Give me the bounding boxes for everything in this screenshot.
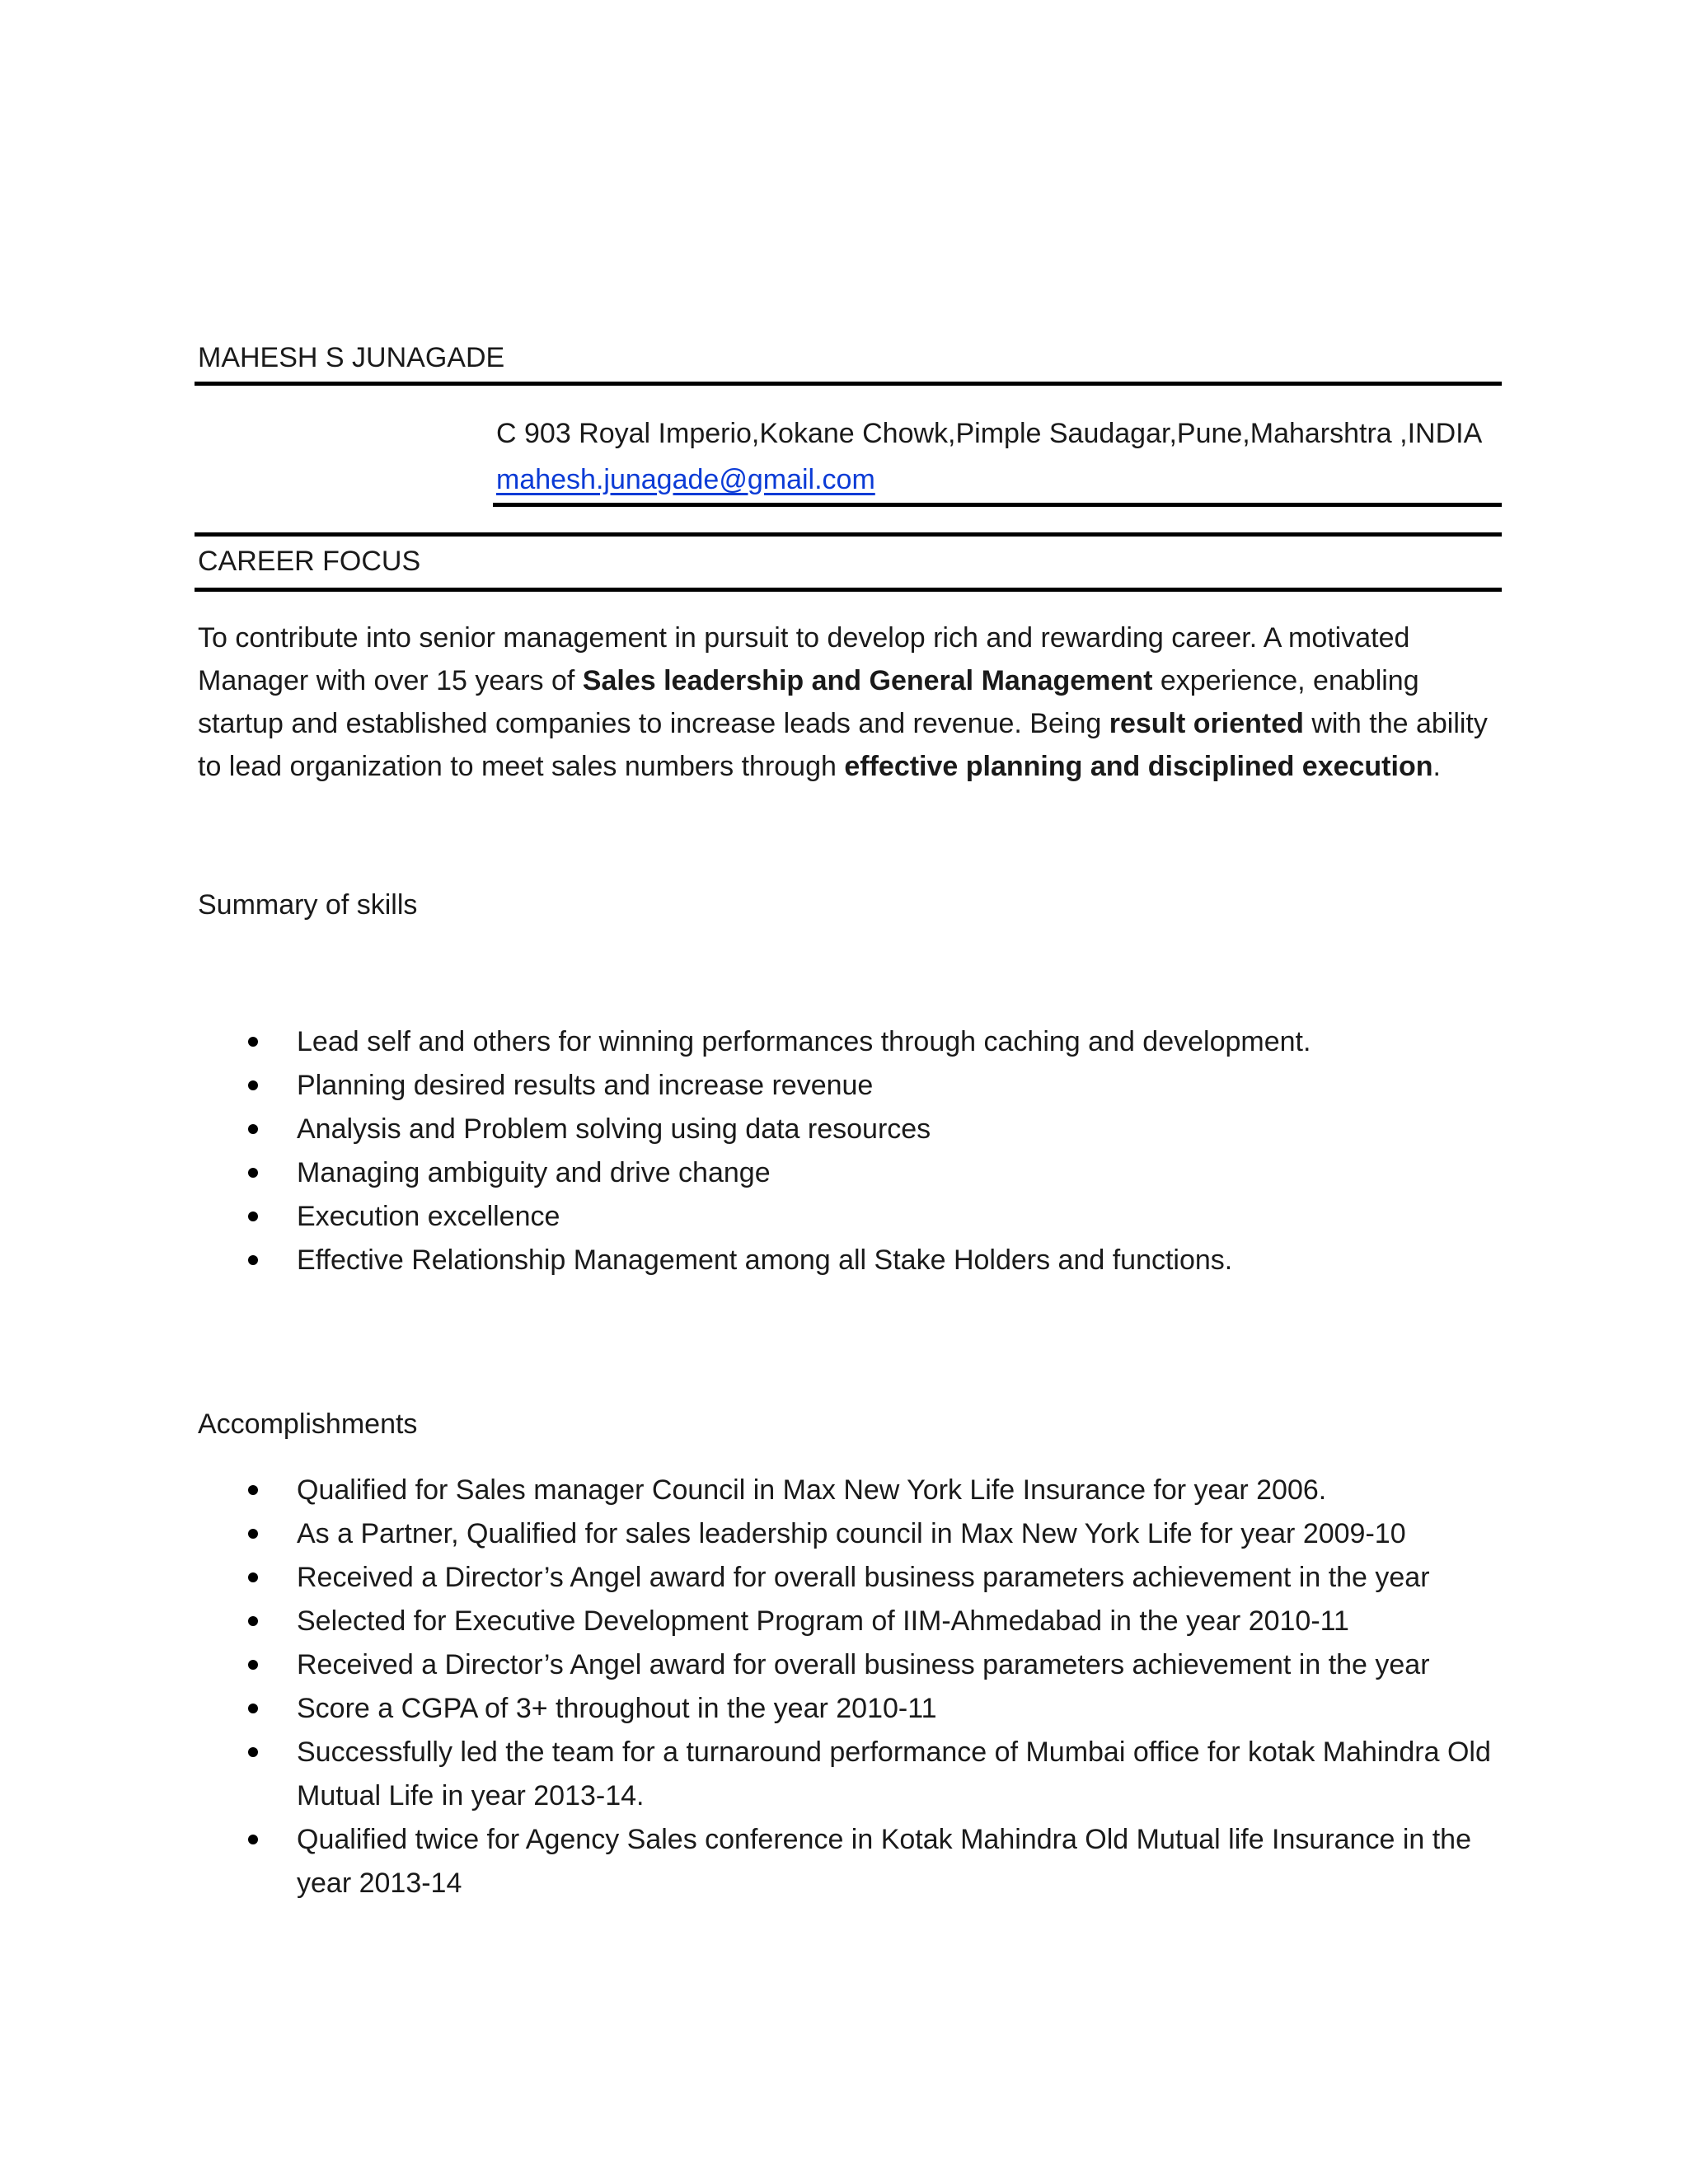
list-item: Successfully led the team for a turnaround performance of Mumbai office for kotak Mahindra Old Mutual Life in year 2013-14. xyxy=(198,1731,1492,1818)
bullet-icon xyxy=(248,1747,258,1757)
accomplishments-heading: Accomplishments xyxy=(198,1408,418,1440)
accomplishments-list xyxy=(198,1469,1517,1905)
skills-heading: Summary of skills xyxy=(198,889,418,921)
list-item: Managing ambiguity and drive change xyxy=(198,1151,1517,1195)
career-focus-bottom-divider xyxy=(195,588,1502,592)
list-item: Qualified twice for Agency Sales conference in Kotak Mahindra Old Mutual life Insurance in the year 2013-14 xyxy=(198,1818,1492,1905)
email-link[interactable]: mahesh.junagade@gmail.com xyxy=(496,464,875,495)
list-item: Qualified for Sales manager Council in Max New York Life Insurance for year 2006. xyxy=(198,1469,1517,1512)
list-item: Selected for Executive Development Program of IIM-Ahmedabad in the year 2010-11 xyxy=(198,1600,1517,1643)
bullet-icon xyxy=(248,1529,258,1539)
list-item: Lead self and others for winning performances through caching and development. xyxy=(198,1020,1517,1064)
skills-list xyxy=(198,1020,1517,1282)
career-focus-heading: CAREER FOCUS xyxy=(198,546,421,577)
list-item: Received a Director’s Angel award for overall business parameters achievement in the year xyxy=(198,1556,1517,1600)
bullet-icon xyxy=(248,1168,258,1178)
career-focus-bold-1: Sales leadership and General Management xyxy=(582,665,1153,696)
list-item: As a Partner, Qualified for sales leadership council in Max New York Life for year 2009-10 xyxy=(198,1512,1517,1556)
career-focus-text-2: experience, enabling startup and established companies to increase leads and revenue. Being xyxy=(198,665,1419,739)
name-divider xyxy=(195,382,1502,386)
contact-divider xyxy=(493,503,1502,507)
bullet-icon xyxy=(248,1572,258,1582)
list-item: Planning desired results and increase revenue xyxy=(198,1064,1517,1108)
bullet-icon xyxy=(248,1704,258,1713)
career-focus-bold-3: effective planning and disciplined execution xyxy=(844,751,1433,782)
bullet-icon xyxy=(248,1212,258,1221)
bullet-icon xyxy=(248,1080,258,1090)
list-item: Analysis and Problem solving using data resources xyxy=(198,1108,1517,1151)
list-item: Effective Relationship Management among all Stake Holders and functions. xyxy=(198,1239,1517,1282)
address-text: C 903 Royal Imperio,Kokane Chowk,Pimple Saudagar,Pune,Maharshtra ,INDIA xyxy=(496,418,1483,449)
career-focus-text-4: . xyxy=(1432,751,1441,782)
bullet-icon xyxy=(248,1037,258,1047)
bullet-icon xyxy=(248,1616,258,1626)
list-item: Received a Director’s Angel award for overall business parameters achievement in the year xyxy=(198,1643,1517,1687)
candidate-name: MAHESH S JUNAGADE xyxy=(198,342,505,373)
career-focus-bold-2: result oriented xyxy=(1109,708,1304,739)
career-focus-text-1: To contribute into senior management in pursuit to develop rich and rewarding career. A motivated Manager with over 15 years of xyxy=(198,622,1410,696)
bullet-icon xyxy=(248,1835,258,1844)
career-focus-top-divider xyxy=(195,532,1502,537)
career-focus-text-3: with the ability to lead organization to meet sales numbers through xyxy=(198,708,1488,782)
career-focus-paragraph xyxy=(198,616,1500,788)
bullet-icon xyxy=(248,1124,258,1134)
bullet-icon xyxy=(248,1255,258,1265)
list-item: Execution excellence xyxy=(198,1195,1517,1239)
list-item: Score a CGPA of 3+ throughout in the year 2010-11 xyxy=(198,1687,1517,1731)
bullet-icon xyxy=(248,1660,258,1670)
bullet-icon xyxy=(248,1485,258,1495)
